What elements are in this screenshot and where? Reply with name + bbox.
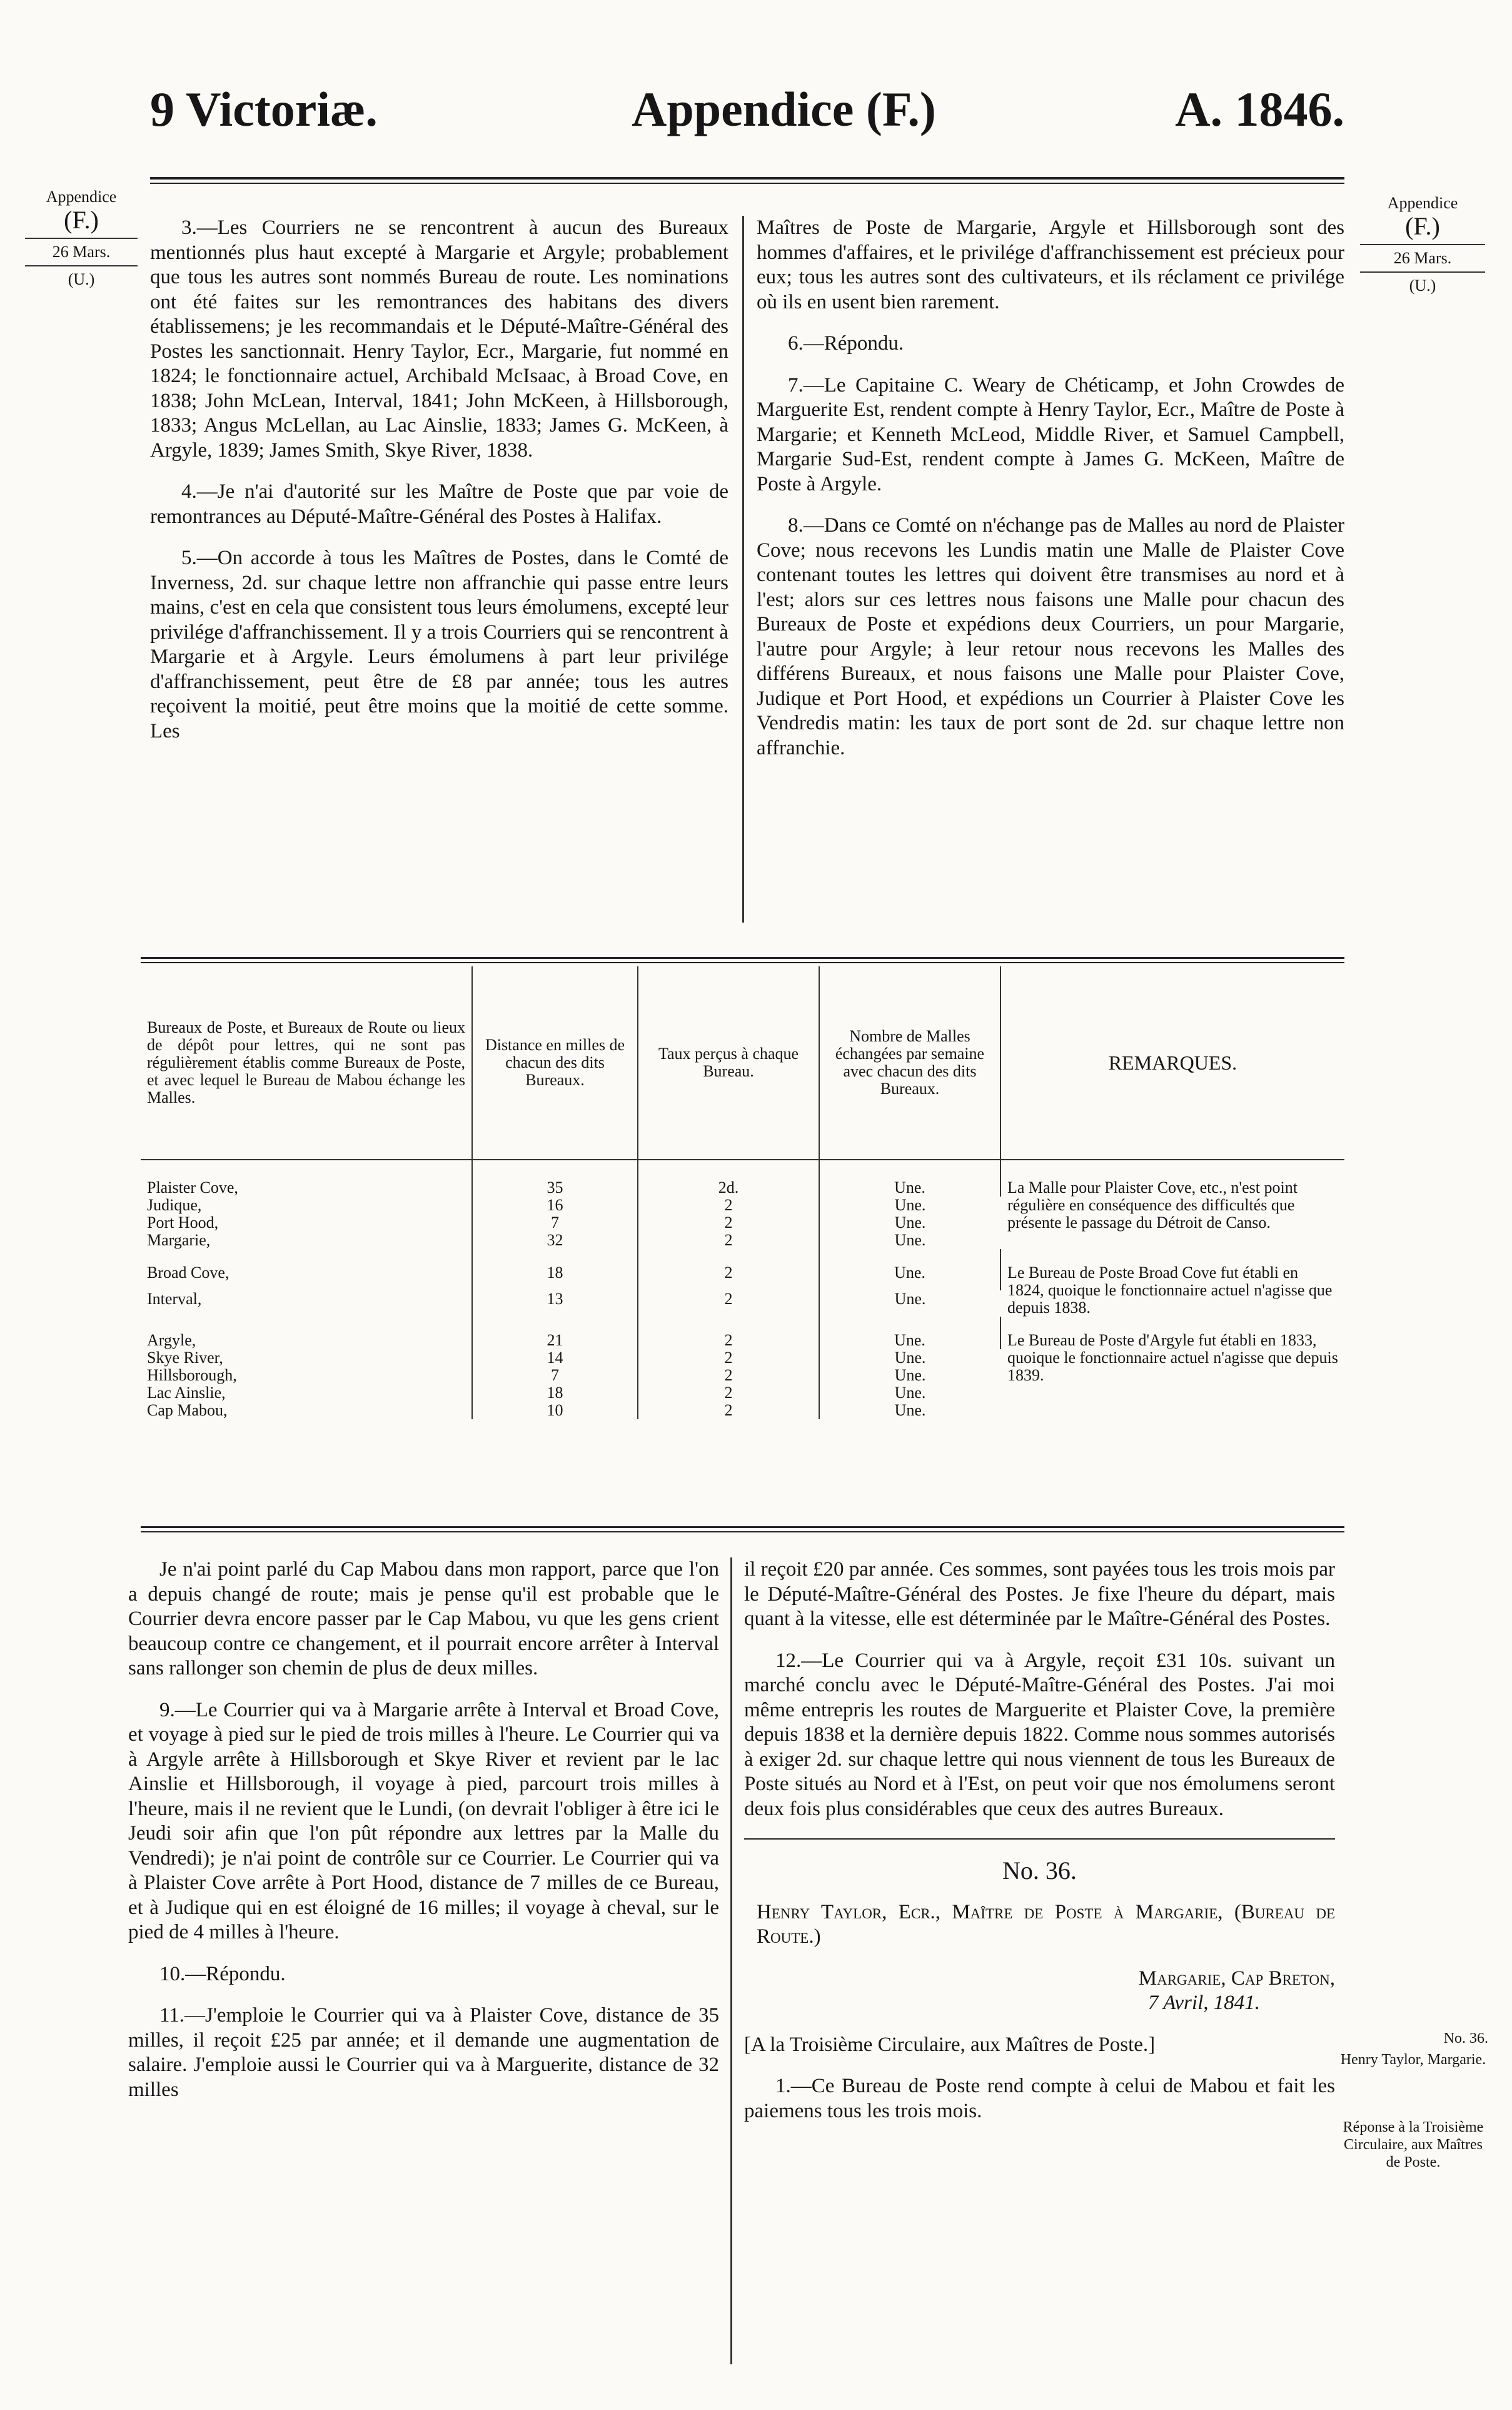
cell-name: Skye River,	[141, 1349, 472, 1367]
cell-dist: 7	[472, 1214, 638, 1232]
top-column-divider	[742, 216, 744, 923]
cell-malles: Une.	[819, 1332, 1000, 1349]
margin-no36: No. 36.	[1443, 2030, 1488, 2047]
cell-malles: Une.	[894, 1366, 926, 1384]
letter-number: No. 36.	[1002, 1856, 1077, 1885]
paragraph-3: 3.—Les Courriers ne se rencontrent à aucun des Bureaux mentionnés plus haut excepté à Margarie et Argyle; probablement que tous les autres sont nommés Bureau de route. Les nominations ont été faites sur les remontrances des habitans des divers établissemens; je les recommandais et le Député-Maître-Général des Postes les sanctionnait. Henry Taylor, Ecr., Margarie, fut nommé en 1824; le fonctionnaire actuel, Archibald McIsaac, à Broad Cove, en 1838; John McLean, Interval, 1841; John McKeen, à Hillsborough, 1833; Angus McLellan, au Lac Ainslie, 1833; James G. McKeen, à Argyle, 1839; James Smith, Skye River, 1838.	[150, 216, 728, 462]
paragraph-11-cont: il reçoit £20 par année. Ces sommes, sont payées tous les trois mois par le Député-Maître-Général des Postes. Je fixe l'heure du départ, mais quant à la vitesse, elle est déterminée par le Maître-Général des Postes.	[744, 1558, 1335, 1630]
bottom-left-column	[128, 1557, 719, 2119]
cell-dist: 16	[472, 1197, 638, 1214]
cell-taux: 2	[638, 1214, 819, 1232]
cell-malles: Une.	[894, 1384, 926, 1402]
letter-paragraph-1: 1.—Ce Bureau de Poste rend compte à celui de Mabou et fait les paiemens tous les trois mois.	[744, 2075, 1335, 2122]
cell-malles: Une.	[894, 1196, 926, 1214]
cell-malles: Une.	[894, 1231, 926, 1249]
margin-f: (F.)	[64, 206, 99, 234]
margin-date: 26 Mars.	[52, 243, 111, 261]
paragraph-9: 9.—Le Courrier qui va à Margarie arrête à Interval et Broad Cove, et voyage à pied sur le pied de trois milles à l'heure. Le Courrier qui va à Argyle arrête à Hillsborough et Skye River et revient par le lac Ainslie et Hillsborough, il voyage à pied, parcourt trois milles à l'heure, mais il ne revient que le Lundi, (on devrait l'obliger à être ici le Jeudi soir afin que l'on pût répondre aux lettres par la Malle du Vendredi); je n'ai point de contrôle sur ce Courrier. Le Courrier qui va à Plaister Cove arrête à Port Hood, distance de 7 milles de ce Bureau, et à Judique qui en est éloigné de 16 milles; il voyage à cheval, sur le pied de 4 milles à l'heure.	[128, 1698, 719, 1943]
col-taux: Taux perçus à chaque Bureau.	[638, 966, 819, 1160]
mail-table	[141, 966, 1344, 1419]
col-distance: Distance en milles de chacun des dits Bureaux.	[472, 966, 638, 1160]
header-session: 9 Victoriæ.	[150, 82, 378, 136]
paragraph-cap-mabou: Je n'ai point parlé du Cap Mabou dans mon rapport, parce que l'on a depuis changé de route; mais je pense qu'il est probable que le Courrier devra encore passer par le Cap Mabou, vu que les gens crient beaucoup contre ce changement, et il pourrait encore arrêter à Interval sans rallonger son chemin de plus de deux milles.	[128, 1558, 719, 1679]
cell-name: Broad Cove,	[141, 1264, 472, 1290]
cell-taux: 2	[638, 1332, 819, 1349]
paragraph-8: 8.—Dans ce Comté on n'échange pas de Malles au nord de Plaister Cove; nous recevons les Lundis matin une Malle de Plaister Cove contenant toutes les lettres qui doivent être transmises au nord et à l'est; alors sur ces lettres nous faisons une Malle pour chacun des Bureaux de Poste et expédions deux Courriers, un pour Margarie, l'autre pour Argyle; à leur retour nous recevons les Malles des différens Bureaux, et nous faisons une Malle pour Plaister Cove, Judique et Port Hood, et expédions un Courrier à Plaister Cove les Vendredis matin: les taux de port sont de 2d. sur chaque lettre non affranchie.	[757, 514, 1344, 759]
cell-remark: Le Bureau de Poste Broad Cove fut établi en 1824, quoique le fonctionnaire actuel n'agisse que depuis 1838.	[1007, 1263, 1333, 1317]
cell-dist: 14	[472, 1349, 638, 1367]
cell-dist: 35	[472, 1179, 638, 1197]
letter-date: 7 Avril, 1841.	[1147, 1992, 1260, 2014]
letter-from: Henry Taylor, Ecr., Maître de Poste à Margarie, (Bureau de Route.)	[757, 1900, 1335, 1948]
cell-dist: 13	[472, 1290, 638, 1317]
col-malles: Nombre de Malles échangées par semaine avec chacun des dits Bureaux.	[819, 966, 1000, 1160]
cell-malles: Une.	[894, 1401, 926, 1419]
cell-name: Margarie,	[141, 1232, 472, 1249]
cell-taux: 2	[638, 1402, 819, 1419]
paragraph-5: 5.—On accorde à tous les Maîtres de Postes, dans le Comté de Inverness, 2d. sur chaque lettre non affranchie qui passe entre leurs mains, c'est en cela que consistent tous leurs émolumens, excepté leur privilége d'affranchissement. Il y a trois Courriers qui se rencontrent à Margarie et à Argyle. Leurs émolumens à part leur privilége d'affranchissement, peut être de £8 par année; tous les autres reçoivent la moitié, peut être moins que la moitié de cette somme. Les	[150, 547, 728, 742]
cell-dist: 7	[472, 1367, 638, 1384]
paragraph-12: 12.—Le Courrier qui va à Argyle, reçoit £31 10s. suivant un marché conclu avec le Député-Maître-Général des Postes. J'ai moi même entrepris les routes de Marguerite et Plaister Cove, la première depuis 1838 et la dernière depuis 1822. Comme nous sommes autorisés à exiger 2d. sur chaque lettre qui nous viennent de tous les Bureaux de Poste situés au Nord et à l'Est, on peut voir que nos émolumens seront deux fois plus considérables que ceux des autres Bureaux.	[744, 1649, 1335, 1820]
cell-name: Cap Mabou,	[141, 1402, 472, 1419]
right-margin-note	[1360, 194, 1485, 295]
cell-name: Plaister Cove,	[141, 1179, 472, 1197]
cell-name: Port Hood,	[141, 1214, 472, 1232]
cell-remark: Le Bureau de Poste d'Argyle fut établi en 1833, quoique le fonctionnaire actuel n'agisse que depuis 1839.	[1007, 1331, 1338, 1384]
col-remarques: REMARQUES.	[1000, 966, 1344, 1160]
table-top-rule-thin	[141, 962, 1344, 963]
cell-taux: 2	[638, 1290, 819, 1317]
margin-henry-taylor: Henry Taylor, Margarie.	[1340, 2052, 1486, 2068]
col-bureaux: Bureaux de Poste, et Bureaux de Route ou lieux de dépôt pour lettres, qui ne sont pas régulièrement établis comme Bureaux de Poste, et avec lequel le Bureau de Mabou échange les Malles.	[141, 966, 472, 1160]
cell-name: Interval,	[141, 1290, 472, 1317]
margin-u: (U.)	[68, 270, 95, 288]
margin-u-right: (U.)	[1409, 276, 1436, 295]
paragraph-3-cont: Maîtres de Poste de Margarie, Argyle et Hillsborough sont des hommes d'affaires, et le privilége d'affranchissement est précieux pour eux; tous les autres sont des cultivateurs, et ils réclament ce privilége où ils en usent bien rarement.	[757, 216, 1344, 313]
cell-dist: 21	[472, 1332, 638, 1349]
cell-taux: 2	[638, 1349, 819, 1367]
letter-bracket: [A la Troisième Circulaire, aux Maîtres de Poste.]	[744, 2033, 1156, 2056]
top-right-column	[757, 216, 1344, 777]
cell-taux: 2	[638, 1197, 819, 1214]
table-bottom-rule-thin	[141, 1531, 1344, 1532]
cell-taux: 2	[638, 1367, 819, 1384]
cell-taux: 2	[638, 1232, 819, 1249]
table-row	[141, 1179, 1344, 1197]
paragraph-6: 6.—Répondu.	[788, 332, 904, 355]
letter-separator	[744, 1838, 1335, 1840]
cell-name: Judique,	[141, 1197, 472, 1214]
header-year: A. 1846.	[1175, 82, 1344, 136]
cell-malles: Une.	[894, 1213, 926, 1232]
margin-appendice-right: Appendice	[1387, 194, 1458, 212]
table-row	[141, 1332, 1344, 1349]
header-appendix: Appendice (F.)	[632, 82, 936, 136]
cell-dist: 18	[472, 1264, 638, 1290]
top-left-column	[150, 216, 728, 761]
cell-malles: Une.	[819, 1264, 1000, 1290]
bottom-column-divider	[730, 1557, 732, 2364]
header-rule	[150, 177, 1344, 180]
table-top-rule	[141, 957, 1344, 959]
cell-dist: 10	[472, 1402, 638, 1419]
cell-malles: Une.	[894, 1290, 926, 1308]
cell-dist: 32	[472, 1232, 638, 1249]
cell-name: Hillsborough,	[141, 1367, 472, 1384]
paragraph-4: 4.—Je n'ai d'autorité sur les Maître de Poste que par voie de remontrances au Député-Maître-Général des Postes à Halifax.	[150, 480, 728, 528]
margin-reponse: Réponse à la Troisième Circulaire, aux Maîtres de Poste.	[1343, 2119, 1484, 2170]
cell-malles: Une.	[819, 1179, 1000, 1197]
cell-name: Argyle,	[141, 1332, 472, 1349]
cell-malles: Une.	[894, 1349, 926, 1367]
letter-place: Margarie, Cap Breton,	[1138, 1967, 1335, 1990]
cell-taux: 2	[638, 1264, 819, 1290]
cell-taux: 2	[638, 1384, 819, 1402]
cell-dist: 18	[472, 1384, 638, 1402]
paragraph-7: 7.—Le Capitaine C. Weary de Chéticamp, et John Crowdes de Marguerite Est, rendent compte à Henry Taylor, Ecr., Maître de Poste à Margarie; et Kenneth McLeod, Middle River, et Samuel Campbell, Margarie Sud-Est, rendent compte à James G. McKeen, Maître de Poste à Argyle.	[757, 373, 1344, 495]
margin-appendice: Appendice	[46, 188, 117, 206]
right-margin-lower	[1338, 2030, 1488, 2171]
paragraph-11: 11.—J'emploie le Courrier qui va à Plaister Cove, distance de 35 milles, il reçoit £25 par année; et il demande une augmentation de salaire. J'emploie aussi le Courrier qui va à Marguerite, distance de 32 milles	[128, 2004, 719, 2101]
table-bottom-rule	[141, 1526, 1344, 1528]
margin-date-right: 26 Mars.	[1393, 249, 1452, 267]
cell-name: Lac Ainslie,	[141, 1384, 472, 1402]
left-margin-note	[25, 188, 138, 289]
table-header-row	[141, 966, 1344, 1160]
page-header	[150, 81, 1344, 150]
paragraph-10: 10.—Répondu.	[159, 1962, 286, 1985]
cell-taux: 2d.	[638, 1179, 819, 1197]
bottom-right-column	[744, 1557, 1335, 2140]
header-rule-thin	[150, 183, 1344, 184]
margin-f-right: (F.)	[1405, 212, 1440, 240]
cell-remark: La Malle pour Plaister Cove, etc., n'est point régulière en conséquence des difficultés que présente le passage du Détroit de Canso.	[1007, 1178, 1298, 1232]
table-row	[141, 1264, 1344, 1290]
